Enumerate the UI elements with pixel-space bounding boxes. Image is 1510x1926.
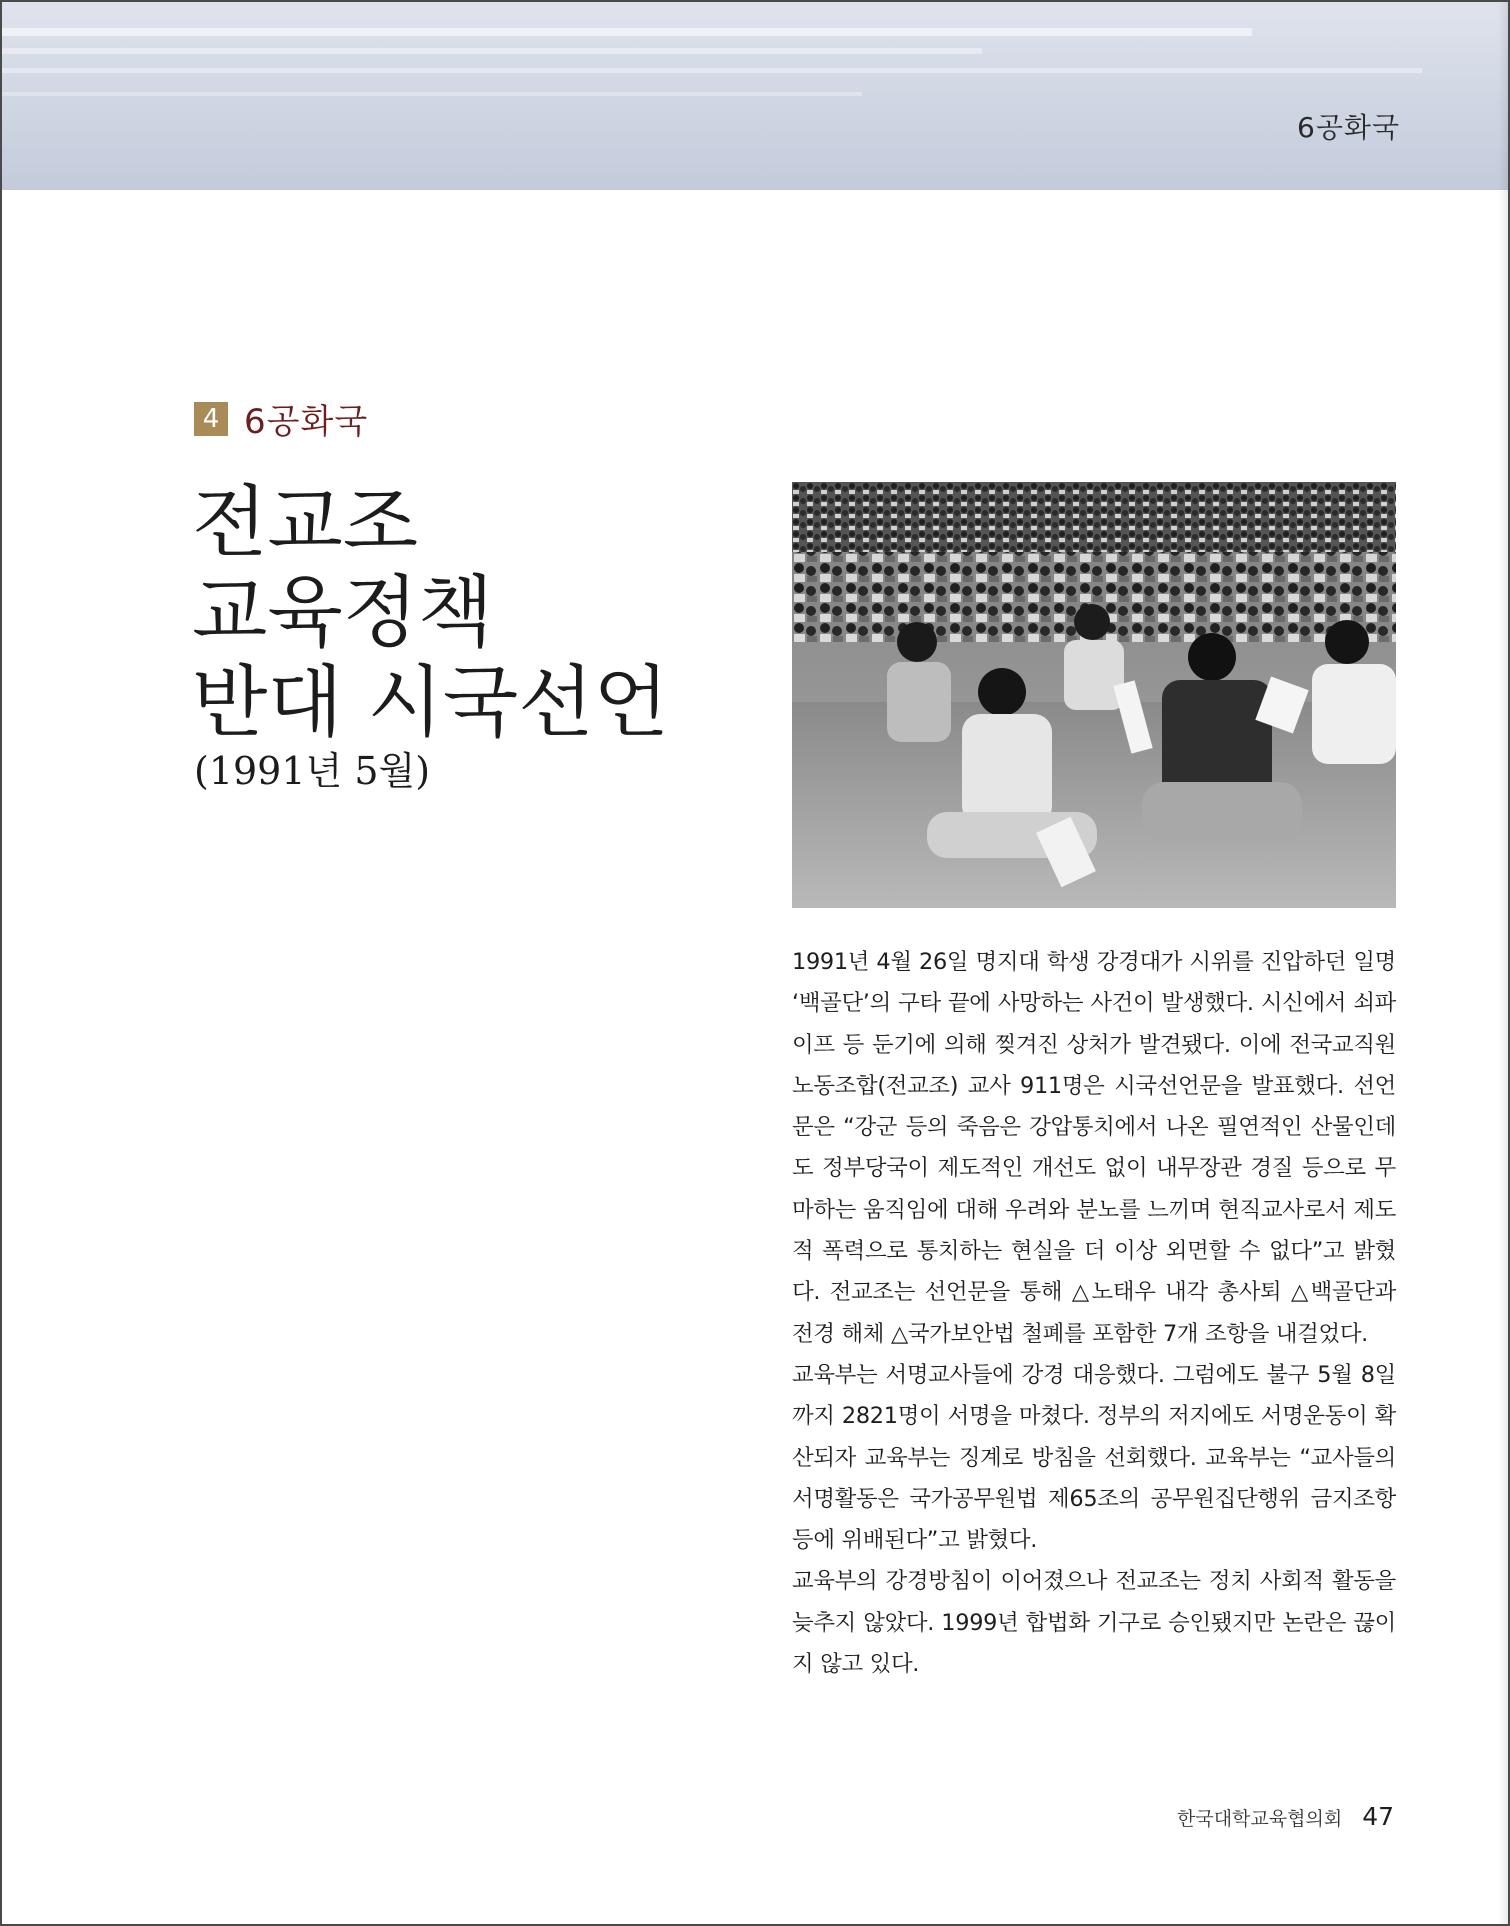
header-band: [2, 2, 1508, 190]
header-stripe: [2, 92, 862, 96]
running-header: 6공화국: [1297, 111, 1400, 144]
protest-photo: [792, 482, 1396, 908]
page-footer: [1177, 1802, 1394, 1831]
article-paragraph: 교육부의 강경방침이 이어졌으나 전교조는 정치 사회적 활동을 늦추지 않았다. 1999년 합법화 기구로 승인됐지만 논란은 끊이지 않고 있다.: [792, 1568, 1396, 1678]
chapter-heading: [194, 394, 368, 443]
article-paragraph: 1991년 4월 26일 명지대 학생 강경대가 시위를 진압하던 일명 ‘백골단’의 구타 끝에 사망하는 사건이 발생했다. 시신에서 쇠파이프 등 둔기에 의해 찢겨진 상처가 발견됐다. 이에 전국교직원노동조합(전교조) 교사 911명은 시국선언문을 발표했다. 선언문은 “강군 등의 죽음은 강압통치에서 나온 필연적인 산물인데도 정부당국이 제도적인 개선도 없이 내무장관 경질 등으로 무마하는 움직임에 대해 우려와 분노를 느끼며 현직교사로서 제도적 폭력으로 통치하는 현실을 더 이상 외면할 수 없다”고 밝혔다. 전교조는 선언문을 통해 △노태우 내각 총사퇴 △백골단과 전경 해체 △국가보안법 철폐를 포함한 7개 조항을 내걸었다.: [792, 949, 1396, 1347]
article-body: [792, 942, 1396, 1685]
article-title: [192, 478, 712, 748]
article-title-line: 전교조: [192, 478, 419, 568]
article-title-line: 교육정책: [192, 568, 494, 658]
page-number: 47: [1362, 1802, 1394, 1831]
footer-organization: 한국대학교육협의회: [1177, 1808, 1343, 1830]
article-title-line: 반대 시국선언: [192, 658, 669, 748]
article-date: (1991년 5월): [194, 749, 431, 793]
chapter-title: 6공화국: [244, 402, 369, 442]
article-paragraph: 교육부는 서명교사들에 강경 대응했다. 그럼에도 불구 5월 8일까지 2821명이 서명을 마쳤다. 정부의 저지에도 서명운동이 확산되자 교육부는 징계로 방침을 선회했다. 교육부는 “교사들의 서명활동은 국가공무원법 제65조의 공무원집단행위 금지조항 등에 위배된다”고 밝혔다.: [792, 1361, 1396, 1554]
header-stripe: [2, 28, 1252, 36]
header-stripe: [2, 48, 982, 54]
chapter-number-badge: 4: [194, 402, 228, 436]
header-stripe: [2, 68, 1422, 73]
